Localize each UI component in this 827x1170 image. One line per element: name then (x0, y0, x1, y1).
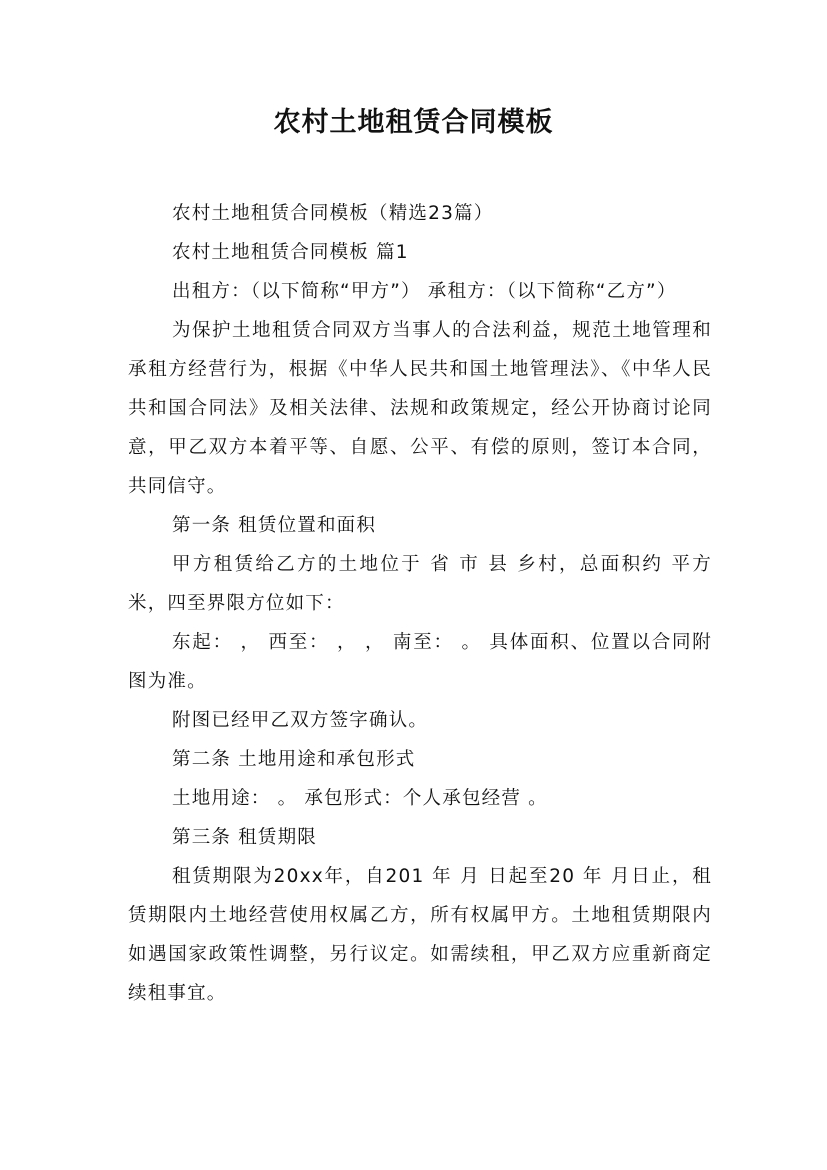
boundary-paragraph: 东起： ， 西至： ， ， 南至： 。 具体面积、位置以合同附图为准。 (128, 632, 712, 692)
article-paragraph: 甲方租赁给乙方的土地位于 省 市 县 乡村，总面积约 平方米，四至界限方位如下： (128, 554, 712, 614)
preamble-paragraph: 为保护土地租赁合同双方当事人的合法利益，规范土地管理和承租方经营行为，根据《中华人民共和国土地管理法》、《中华人民共和国合同法》及相关法律、法规和政策规定，经公开协商讨论同意，甲乙双方本着平等、自愿、公平、有偿的原则，签订本合同，共同信守。 (128, 320, 712, 497)
usage-paragraph: 土地用途： 。 承包形式：个人承包经营 。 (172, 788, 548, 809)
intro-paragraph: 农村土地租赁合同模板（精选23篇） (172, 203, 494, 224)
section-heading: 农村土地租赁合同模板 篇1 (172, 242, 409, 263)
article-heading: 第一条 租赁位置和面积 (172, 515, 377, 536)
article-heading: 第二条 土地用途和承包形式 (172, 749, 416, 770)
document-body (128, 194, 712, 1013)
confirmation-paragraph: 附图已经甲乙双方签字确认。 (172, 710, 429, 731)
term-paragraph: 租赁期限为20xx年，自201 年 月 日起至20 年 月日止，租赁期限内土地经营使用权属乙方，所有权属甲方。土地租赁期限内如遇国家政策性调整，另行议定。如需续租，甲乙双方应重新商定续租事宜。 (128, 866, 712, 1004)
article-heading: 第三条 租赁期限 (172, 827, 317, 848)
document-title: 农村土地租赁合同模板 (273, 107, 554, 138)
parties-paragraph: 出租方：（以下简称“甲方”） 承租方：（以下简称“乙方”） (172, 281, 677, 302)
